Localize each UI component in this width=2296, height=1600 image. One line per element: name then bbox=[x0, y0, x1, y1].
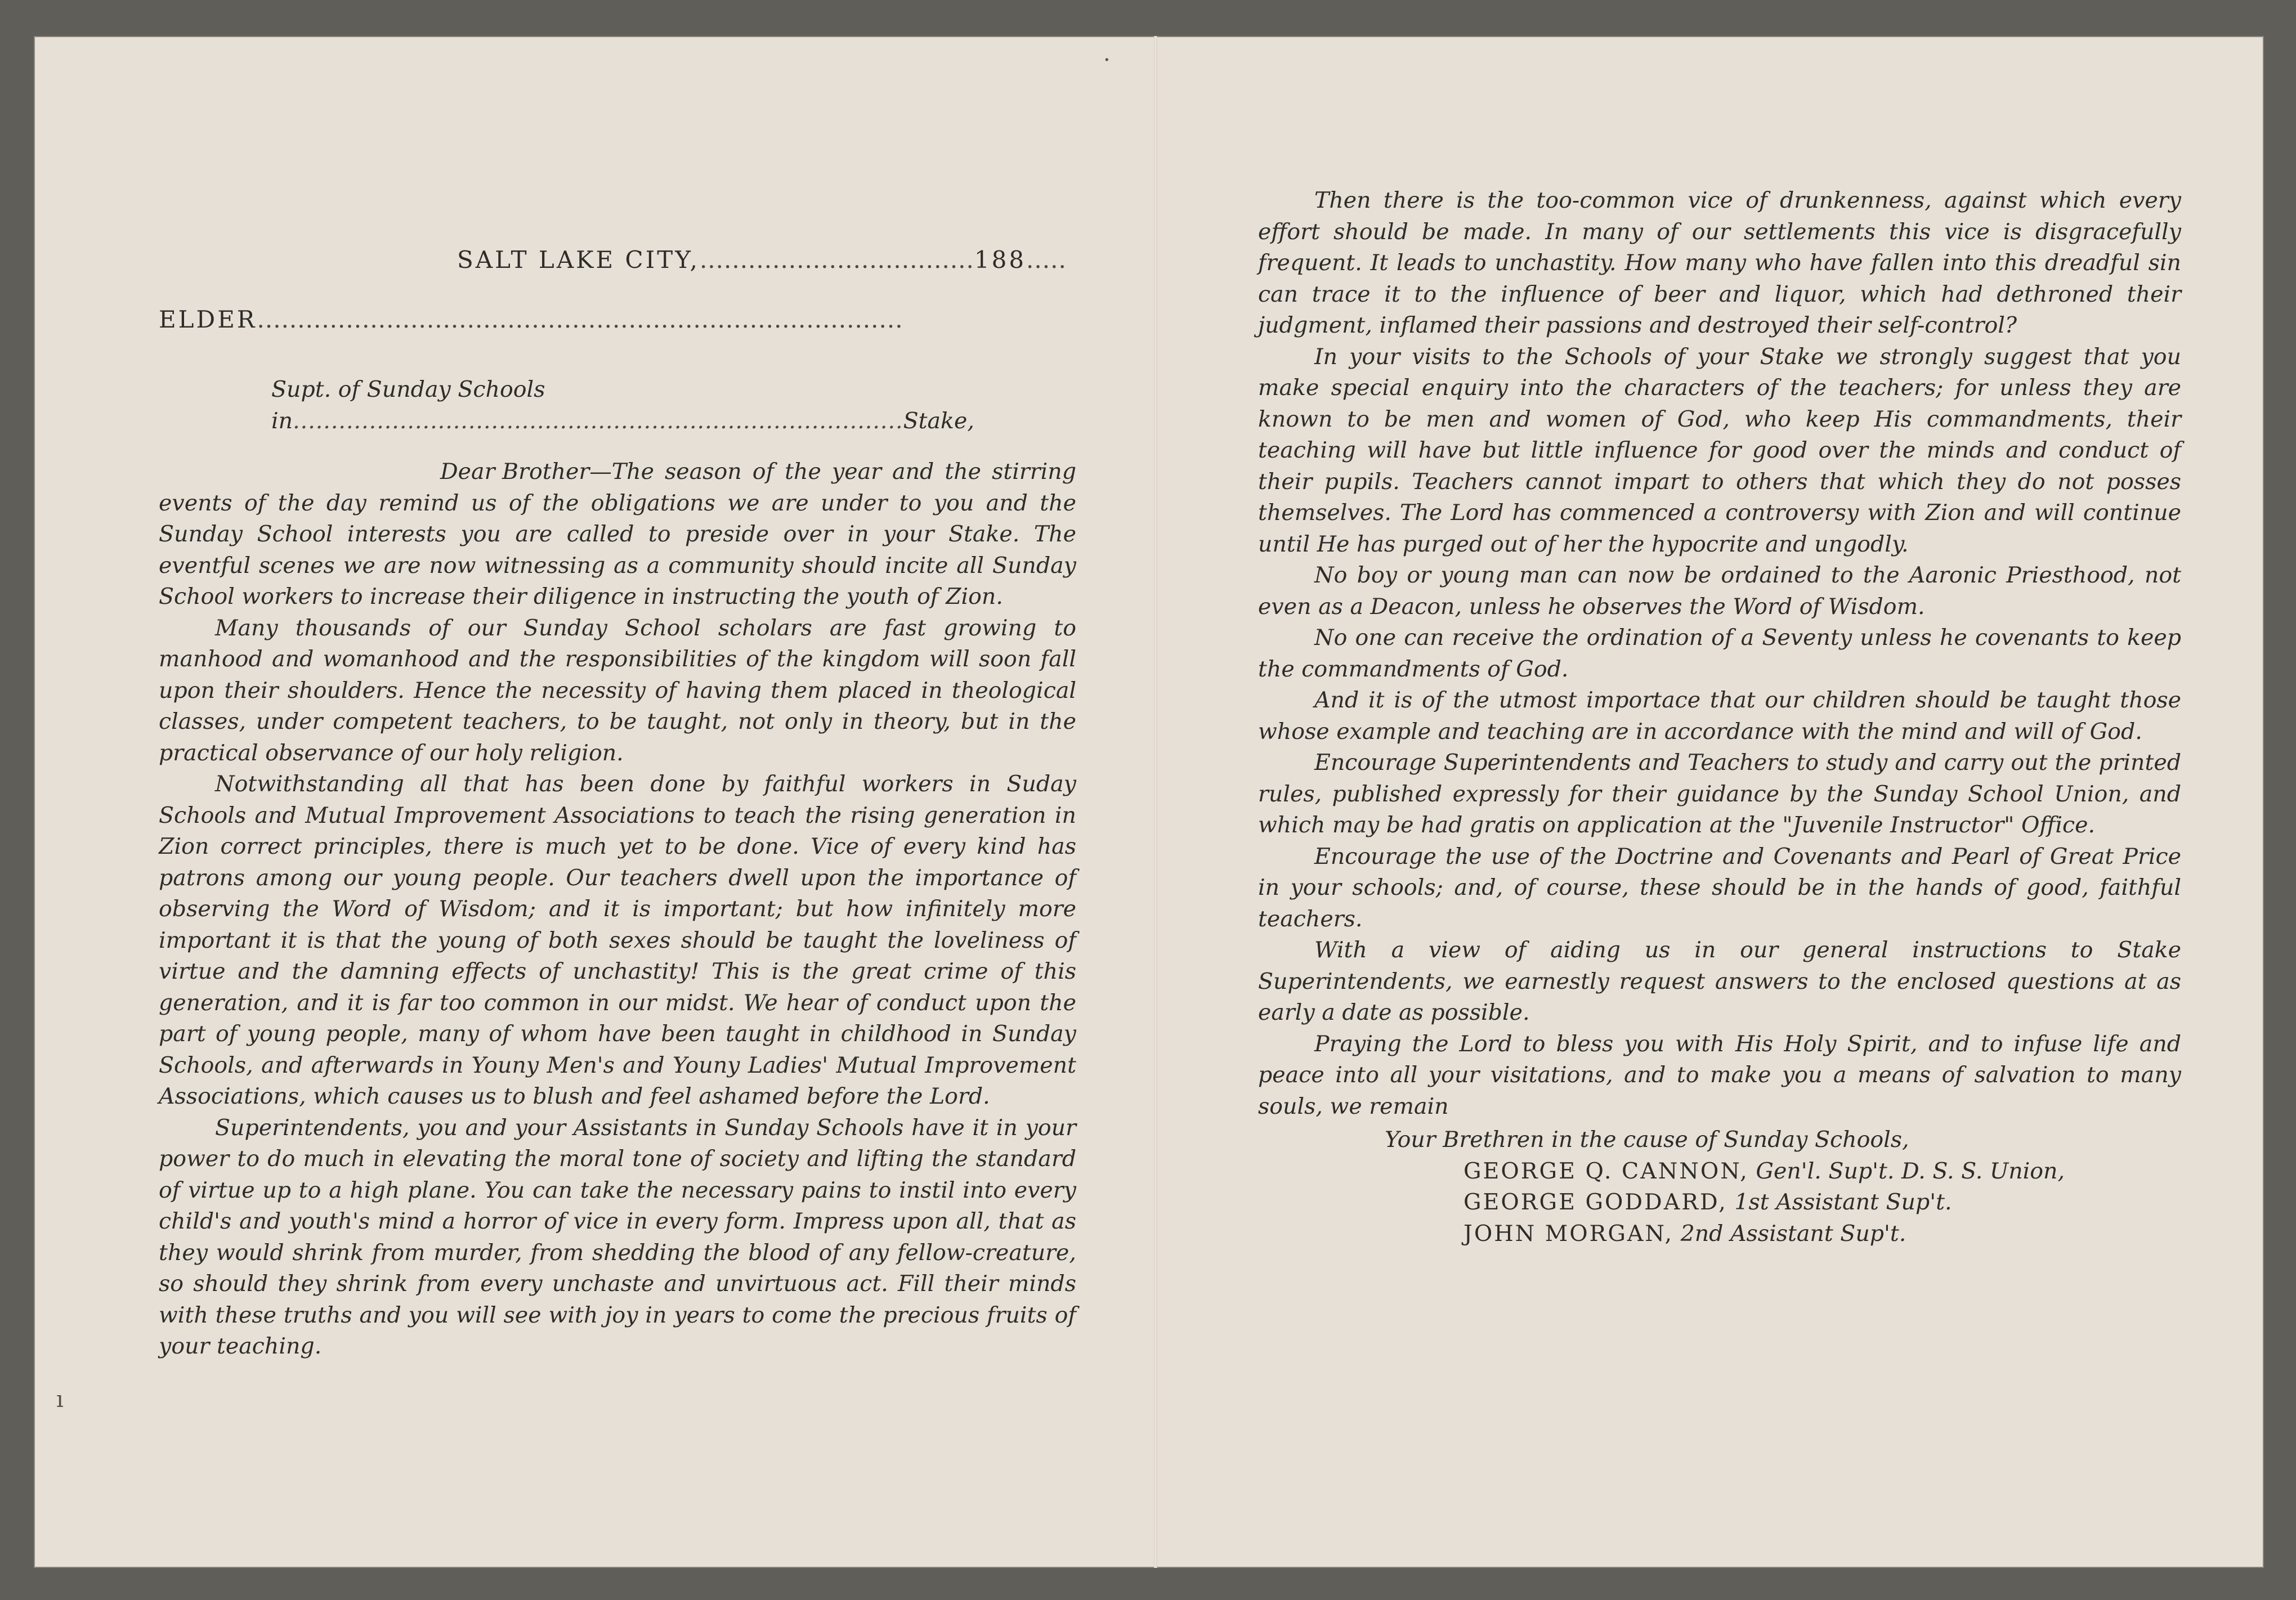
year-label: 188 bbox=[974, 246, 1027, 274]
center-fold bbox=[1154, 36, 1157, 1568]
corner-mark: · bbox=[1103, 47, 1111, 73]
paragraph: In your visits to the Schools of your Stake we strongly suggest that you make special enquiry into the characters of the teachers; for unless they are known to be men and women of God, who keep His commandments, their teaching will have but little influence for good over the minds and conduct of their pupils. Teachers cannot impart to others that which they do not posses themselves. The Lord has commenced a controversy with Zion and will continue until He has purged out of her the hypocrite and ungodly. bbox=[1258, 343, 2181, 557]
city-label: SALT LAKE CITY, bbox=[457, 246, 700, 274]
signer-cannon bbox=[1463, 1156, 2181, 1187]
paragraph: Superintendents, you and your Assistants in Sunday Schools have it in your power to do much in elevating the moral tone of society and lifting the standard of virtue up to a high plane. You can take the necessary pains to instil into every child's and youth's mind a horror of vice in every form. Impress upon all, that as they would shrink from murder, from shedding the blood of any fellow-creature, so should they shrink from every unchaste and unvirtuous act. Fill their minds with these truths and you will see with joy in years to come the precious fruits of your teaching. bbox=[159, 1114, 1076, 1359]
supt-label: Supt. of Sunday Schools in bbox=[271, 377, 545, 434]
signer-title: 2nd Assistant Sup't. bbox=[1680, 1220, 1906, 1247]
paragraph-text: The season of the year and the stirring events of the day remind us of the obligations we are under to you and the Sunday School interests you are called to preside over in your Stake. The eventful scenes we are now witnessing as a community should incite all Sunday School workers to increase their diligence in instructing the youth of Zion. bbox=[159, 459, 1076, 609]
margin-mark: ı bbox=[56, 1387, 64, 1413]
year-blank: ..... bbox=[1026, 246, 1067, 274]
signer-name: GEORGE Q. CANNON, bbox=[1463, 1158, 1749, 1184]
paragraph: No boy or young man can now be ordained to the Aaronic Priesthood, not even as a Deacon, unless he observes the Word of Wisdom. bbox=[1258, 562, 2181, 620]
paragraph bbox=[159, 456, 1076, 613]
letter-sheet bbox=[34, 36, 2264, 1568]
paragraph: Then there is the too-common vice of drunkenness, against which every effort should be made. In many of our settlements this vice is disgracefully frequent. It leads to unchastity. How many who have fallen into this dreadful sin can trace it to the influence of beer and liquor, which had dethroned their judgment, inflamed their passions and destroyed their self-control? bbox=[1258, 187, 2181, 338]
paragraph: Notwithstanding all that has been done by faithful workers in Suday Schools and Mutual Improvement Associations to teach the rising generation in Zion correct principles, there is much yet to be done. Vice of every kind has patrons among our young people. Our teachers dwell upon the importance of observing the Word of Wisdom; and it is important; but how infinitely more important it is that the young of both sexes should be taught the loveliness of virtue and the damning effects of unchastity! This is the great crime of this generation, and it is far too common in our midst. We hear of conduct upon the part of young people, many of whom have been taught in childhood in Sunday Schools, and afterwards in Youny Men's and Youny Ladies' Mutual Improvement Associations, which causes us to blush and feel ashamed before the Lord. bbox=[159, 771, 1076, 1109]
paragraph: With a view of aiding us in our general instructions to Stake Superintendents, we earnestly request answers to the enclosed questions at as early a date as possible. bbox=[1258, 937, 2181, 1025]
salutation: Dear Brother— bbox=[440, 459, 612, 485]
signature-block bbox=[1258, 1124, 2181, 1249]
elder-line bbox=[159, 304, 1076, 335]
paragraph: Praying the Lord to bless you with His Holy Spirit, and to infuse life and peace into all your visitations, and to make you a means of salvation to many souls, we remain bbox=[1258, 1030, 2181, 1119]
elder-label: ELDER bbox=[159, 305, 257, 333]
superintendent-line bbox=[271, 374, 1076, 437]
right-page bbox=[1258, 185, 2181, 1249]
date-blank: .................................. bbox=[699, 246, 974, 274]
signer-goddard bbox=[1463, 1187, 2181, 1218]
signer-morgan bbox=[1463, 1218, 2181, 1250]
stake-label: Stake, bbox=[903, 407, 974, 434]
paragraph: No one can receive the ordination of a Seventy unless he covenants to keep the commandments of God. bbox=[1258, 625, 2181, 682]
left-page bbox=[159, 205, 1076, 1363]
signer-name: GEORGE GODDARD, bbox=[1463, 1189, 1727, 1215]
signer-title: Gen'l. Sup't. D. S. S. Union, bbox=[1756, 1158, 2065, 1184]
paragraph: And it is of the utmost importace that our children should be taught those whose example and teaching are in accordance with the mind and will of God. bbox=[1258, 687, 2181, 745]
paragraph: Encourage Superintendents and Teachers to study and carry out the printed rules, published expressly for their guidance by the Sunday School Union, and which may be had gratis on application at the "Juvenile Instructor" Office. bbox=[1258, 750, 2181, 838]
elder-blank: ................................................................................ bbox=[257, 305, 903, 333]
paragraph: Encourage the use of the Doctrine and Covenants and Pearl of Great Price in your schools; and, of course, these should be in the hands of good, faithful teachers. bbox=[1258, 843, 2181, 932]
paragraph: Many thousands of our Sunday School scholars are fast growing to manhood and womanhood and the responsibilities of the kingdom will soon fall upon their shoulders. Hence the necessity of having them placed in theological classes, under competent teachers, to be taught, not only in theory, but in the practical observance of our holy religion. bbox=[159, 615, 1076, 766]
closing-line: Your Brethren in the cause of Sunday Schools, bbox=[1385, 1127, 1909, 1153]
signer-title: 1st Assistant Sup't. bbox=[1734, 1189, 1952, 1215]
supt-blank: ................................................................................ bbox=[293, 407, 903, 434]
dateline bbox=[457, 244, 1076, 276]
signer-name: JOHN MORGAN, bbox=[1463, 1220, 1674, 1247]
